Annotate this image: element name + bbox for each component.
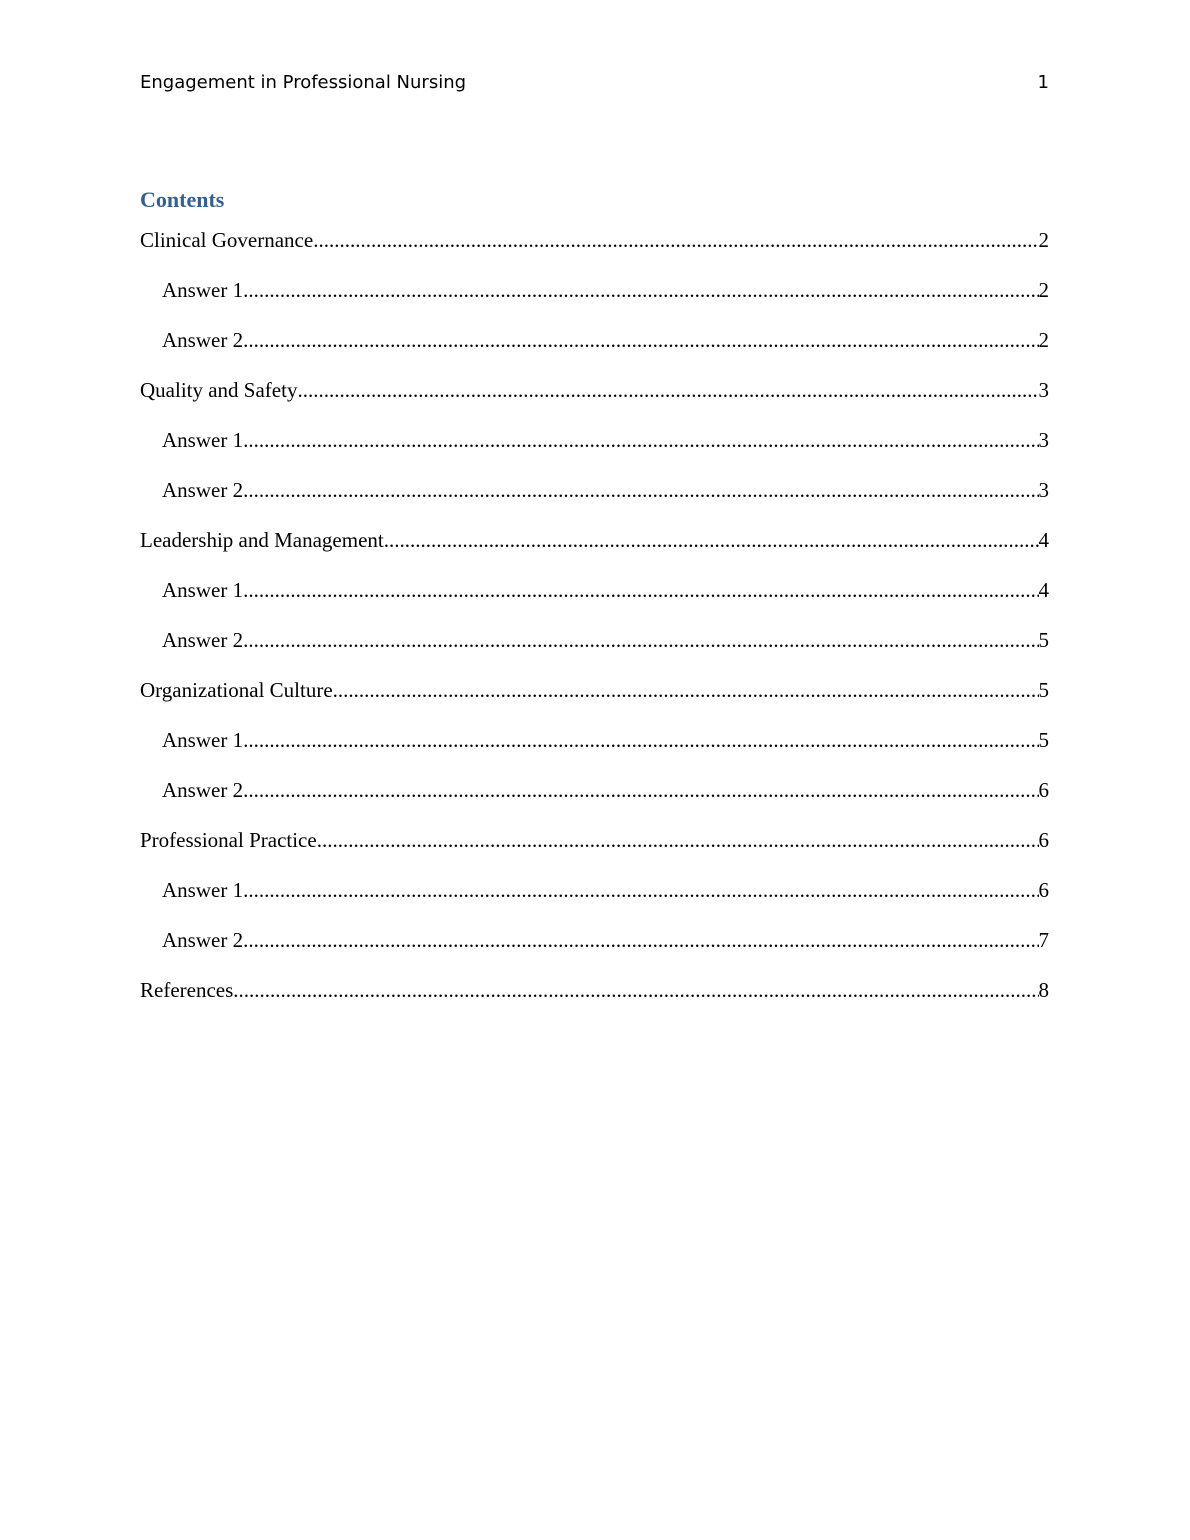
toc-entry-page: 2 (1038, 228, 1049, 252)
toc-entry-organizational-culture-answer-1[interactable] (140, 725, 1049, 775)
toc-entry-page: 2 (1038, 278, 1049, 302)
toc-entry-label: Answer 2 (162, 478, 244, 502)
toc-entry-leadership-and-management-answer-1[interactable] (140, 575, 1049, 625)
toc-dot-leader (243, 575, 1038, 605)
toc-entry-clinical-governance-answer-2[interactable] (140, 325, 1049, 375)
toc-dot-leader (243, 775, 1038, 805)
toc-entry-label: Answer 2 (162, 928, 244, 952)
toc-entry-page: 6 (1038, 878, 1049, 902)
toc-entry-references[interactable] (140, 975, 1049, 1025)
toc-entry-label: Organizational Culture (140, 678, 333, 702)
toc-dot-leader (243, 875, 1038, 905)
toc-dot-leader (243, 725, 1038, 755)
toc-dot-leader (243, 275, 1038, 305)
toc-entry-professional-practice-answer-1[interactable] (140, 875, 1049, 925)
toc-dot-leader (243, 925, 1038, 955)
toc-dot-leader (233, 975, 1038, 1005)
toc-entry-quality-and-safety[interactable] (140, 375, 1049, 425)
toc-entry-organizational-culture[interactable] (140, 675, 1049, 725)
toc-dot-leader (297, 375, 1038, 405)
toc-dot-leader (243, 625, 1038, 655)
toc-entry-page: 3 (1038, 428, 1049, 452)
toc-entry-page: 2 (1038, 328, 1049, 352)
toc-entry-page: 5 (1038, 628, 1049, 652)
toc-entry-label: Answer 1 (162, 428, 244, 452)
toc-dot-leader (313, 225, 1038, 255)
toc-entry-label: Answer 1 (162, 578, 244, 602)
toc-entry-page: 5 (1038, 728, 1049, 752)
toc-entry-label: Answer 1 (162, 278, 244, 302)
toc-entry-label: Answer 1 (162, 728, 244, 752)
toc-dot-leader (333, 675, 1039, 705)
toc-entry-label: Leadership and Management (140, 528, 384, 552)
toc-entry-organizational-culture-answer-2[interactable] (140, 775, 1049, 825)
toc-entry-leadership-and-management[interactable] (140, 525, 1049, 575)
toc-entry-page: 6 (1038, 778, 1049, 802)
toc-entry-label: Answer 1 (162, 878, 244, 902)
toc-entry-label: Clinical Governance (140, 228, 314, 252)
toc-entry-professional-practice-answer-2[interactable] (140, 925, 1049, 975)
toc-dot-leader (243, 425, 1038, 455)
page-header (140, 70, 1049, 96)
toc-entry-clinical-governance[interactable] (140, 225, 1049, 275)
toc-entry-label: Quality and Safety (140, 378, 298, 402)
toc-entry-quality-and-safety-answer-1[interactable] (140, 425, 1049, 475)
toc-entry-page: 6 (1038, 828, 1049, 852)
toc-entry-page: 8 (1038, 978, 1049, 1002)
toc-entry-page: 4 (1038, 528, 1049, 552)
toc-dot-leader (243, 475, 1038, 505)
toc-entry-professional-practice[interactable] (140, 825, 1049, 875)
toc-dot-leader (243, 325, 1038, 355)
toc-entry-page: 4 (1038, 578, 1049, 602)
toc-entry-label: Answer 2 (162, 328, 244, 352)
toc-title: Contents (140, 187, 225, 212)
toc-dot-leader (384, 525, 1039, 555)
toc-entry-leadership-and-management-answer-2[interactable] (140, 625, 1049, 675)
toc-entry-page: 3 (1038, 378, 1049, 402)
toc-entry-label: References (140, 978, 234, 1002)
toc-entry-page: 3 (1038, 478, 1049, 502)
toc-dot-leader (317, 825, 1039, 855)
page-number: 1 (1037, 72, 1049, 93)
toc-entry-page: 7 (1038, 928, 1049, 952)
running-head: Engagement in Professional Nursing (140, 72, 467, 93)
toc-entry-page: 5 (1038, 678, 1049, 702)
toc-entry-label: Professional Practice (140, 828, 317, 852)
toc-entry-quality-and-safety-answer-2[interactable] (140, 475, 1049, 525)
table-of-contents (140, 225, 1049, 1025)
toc-entry-clinical-governance-answer-1[interactable] (140, 275, 1049, 325)
toc-entry-label: Answer 2 (162, 778, 244, 802)
toc-entry-label: Answer 2 (162, 628, 244, 652)
